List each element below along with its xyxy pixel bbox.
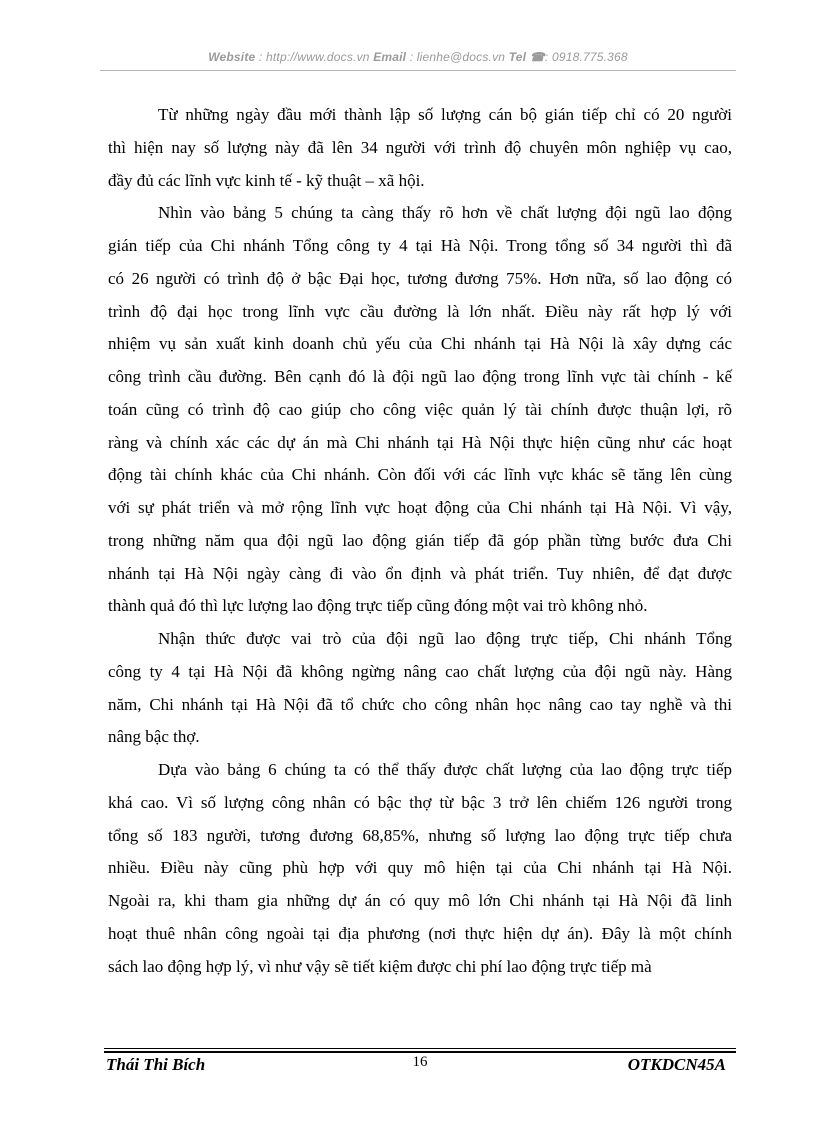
text-line: ràng và chính xác các dự án mà Chi nhánh tại Hà Nội thực hiện cũng như các hoạt xyxy=(108,432,732,452)
paragraph-2 xyxy=(108,197,732,623)
website-label: Website xyxy=(208,50,256,64)
text-line: khá cao. Vì số lượng công nhân có bậc thợ từ bậc 3 trở lên chiếm 126 người trong xyxy=(108,792,732,812)
text-line: Nhìn vào bảng 5 chúng ta càng thấy rõ hơn về chất lượng đội ngũ lao động xyxy=(158,203,732,223)
text-line: có 26 người có trình độ ở bậc Đại học, tương đương 75%. Hơn nữa, số lao động có xyxy=(108,268,732,288)
email-value: : lienhe@docs.vn xyxy=(406,50,509,64)
text-line: trình độ đại học trong lĩnh vực cầu đường là lớn nhất. Điều này rất hợp lý với xyxy=(108,301,732,321)
text-line: công ty 4 tại Hà Nội đã không ngừng nâng cao chất lượng của đội ngũ này. Hàng xyxy=(108,661,732,681)
text-line: gián tiếp của Chi nhánh Tổng công ty 4 tại Hà Nội. Trong tổng số 34 người thì đã xyxy=(108,236,732,255)
document-body xyxy=(108,99,732,983)
text-line: nhiệm vụ sản xuất kinh doanh chủ yếu của Chi nhánh tại Hà Nội là xây dựng các xyxy=(108,334,732,354)
footer-code: OTKDCN45A xyxy=(627,1055,726,1074)
text-line: hoạt thuê nhân công ngoài tại địa phương (nơi thực hiện dự án). Đây là một chính xyxy=(108,923,732,943)
header-divider xyxy=(100,70,736,71)
tel-label: Tel xyxy=(508,50,527,64)
footer-divider-thin xyxy=(104,1048,736,1049)
text-line: nâng bậc thợ. xyxy=(108,727,200,747)
text-line: thành quả đó thì lực lượng lao động trực tiếp cũng đóng một vai trò không nhỏ. xyxy=(108,596,648,616)
text-line: Từ những ngày đầu mới thành lập số lượng cán bộ gián tiếp chỉ có 20 người xyxy=(158,105,732,124)
text-line: Ngoài ra, khi tham gia những dự án có quy mô lớn Chi nhánh tại Hà Nội đã linh xyxy=(108,891,732,910)
text-line: Nhận thức được vai trò của đội ngũ lao động trực tiếp, Chi nhánh Tổng xyxy=(158,629,732,648)
footer-author: Thái Thi Bích xyxy=(106,1055,206,1074)
text-line: trong những năm qua đội ngũ lao động gián tiếp đã góp phần từng bước đưa Chi xyxy=(108,530,732,550)
text-line: nhánh tại Hà Nội ngày càng đi vào ổn định và phát triển. Tuy nhiên, để đạt được xyxy=(108,563,732,583)
text-line: tổng số 183 người, tương đương 68,85%, nhưng số lượng lao động trực tiếp chưa xyxy=(108,825,732,845)
footer-divider-thick xyxy=(104,1051,736,1053)
text-line: với sự phát triển và mở rộng lĩnh vực hoạt động của Chi nhánh tại Hà Nội. Vì vậy, xyxy=(108,498,732,517)
text-line: động tài chính khác của Chi nhánh. Còn đối với các lĩnh vực khác sẽ tăng lên cùng xyxy=(108,465,732,485)
text-line: công trình cầu đường. Bên cạnh đó là đội ngũ lao động trong lĩnh vực tài chính - kế xyxy=(108,367,732,386)
page-number: 16 xyxy=(412,1054,428,1070)
text-line: đầy đủ các lĩnh vực kinh tế - kỹ thuật – xã hội. xyxy=(108,170,425,190)
tel-value: : 0918.775.368 xyxy=(544,50,628,64)
paragraph-3 xyxy=(108,623,732,754)
page-header xyxy=(100,50,736,64)
phone-icon: ☎ xyxy=(529,50,545,64)
text-line: toán cũng có trình độ cao giúp cho công việc quản lý tài chính được thuận lợi, rõ xyxy=(108,399,732,419)
text-line: năm, Chi nhánh tại Hà Nội đã tổ chức cho công nhân học nâng cao tay nghề và thi xyxy=(108,694,732,714)
text-line: Dựa vào bảng 6 chúng ta có thể thấy được chất lượng của lao động trực tiếp xyxy=(158,760,732,779)
text-line: sách lao động hợp lý, vì như vậy sẽ tiết kiệm được chi phí lao động trực tiếp mà xyxy=(108,956,652,976)
paragraph-4 xyxy=(108,754,732,983)
email-label: Email xyxy=(373,50,407,64)
text-line: thì hiện nay số lượng này đã lên 34 người với trình độ chuyên môn nghiệp vụ cao, xyxy=(108,137,732,157)
text-line: nhiều. Điều này cũng phù hợp với quy mô hiện tại của Chi nhánh tại Hà Nội. xyxy=(108,858,732,878)
paragraph-1 xyxy=(108,99,732,197)
website-value: : http://www.docs.vn xyxy=(255,50,374,64)
